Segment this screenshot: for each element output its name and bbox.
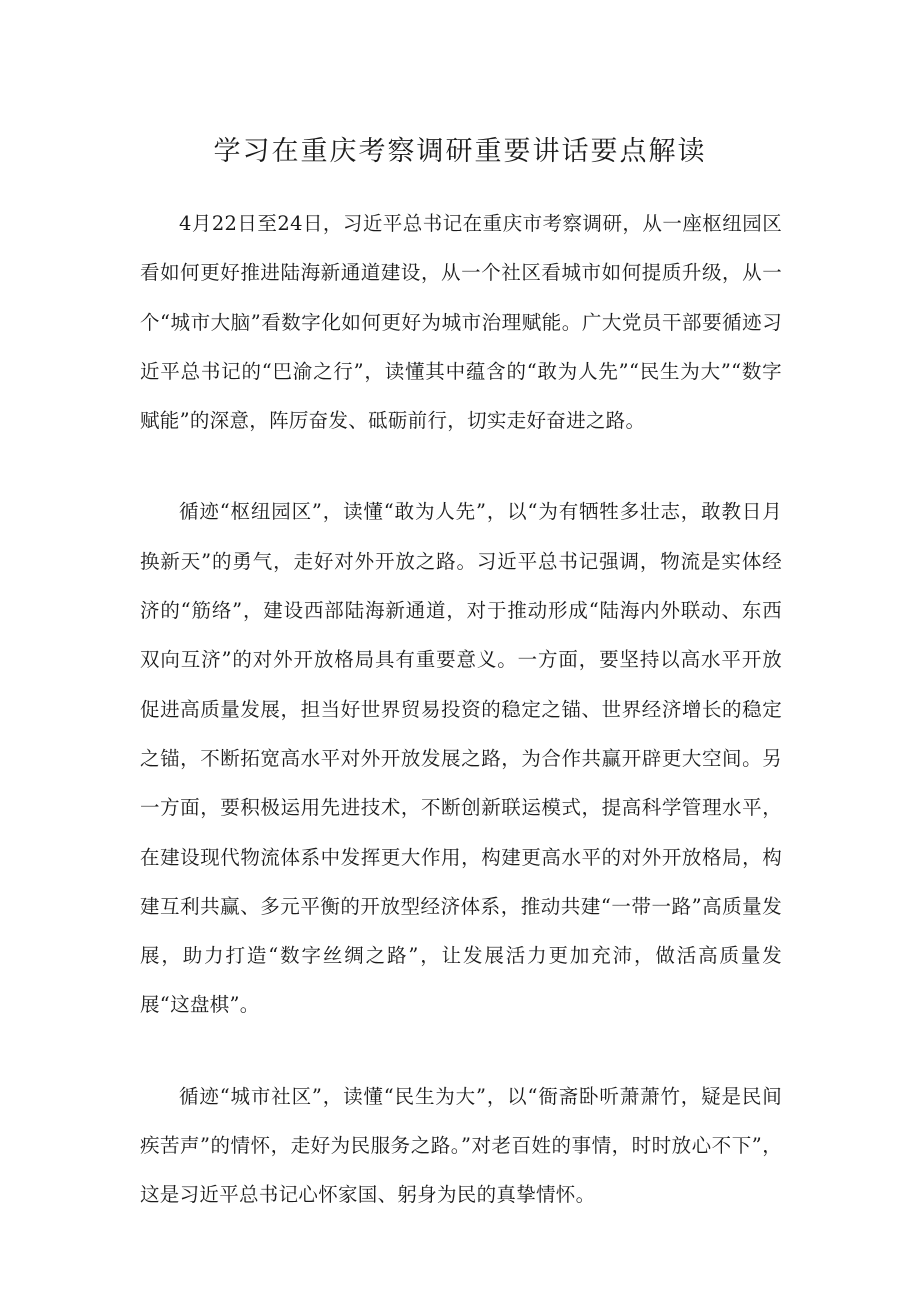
document-title: 学习在重庆考察调研重要讲话要点解读 bbox=[213, 136, 707, 167]
paragraph-1: 4月22日至24日，习近平总书记在重庆市考察调研，从一座枢纽园区看如何更好推进陆海新通道建设，从一个社区看城市如何提质升级，从一个“城市大脑”看数字化如何更好为城市治理赋能。广大党员干部要循迹习近平总书记的“巴渝之行”，读懂其中蕴含的“敢为人先”“民生为大”“数字赋能”的深意，阵厉奋发、砥砺前行，切实走好奋进之路。 bbox=[140, 212, 782, 433]
paragraph-2: 循迹“枢纽园区”，读懂“敢为人先”，以“为有牺牲多壮志，敢教日月换新天”的勇气，走好对外开放之路。习近平总书记强调，物流是实体经济的“筋络”，建设西部陆海新通道，对于推动形成“陆海内外联动、东西双向互济”的对外开放格局具有重要意义。一方面，要坚持以高水平开放促进高质量发展，担当好世界贸易投资的稳定之锚、世界经济增长的稳定之锚，不断拓宽高水平对外开放发展之路，为合作共赢开辟更大空间。另一方面，要积极运用先进技术，不断创新联运模式，提高科学管理水平，在建设现代物流体系中发挥更大作用，构建更高水平的对外开放格局，构建互利共赢、多元平衡的开放型经济体系，推动共建“一带一路”高质量发展，助力打造“数字丝绸之路”，让发展活力更加充沛，做活高质量发展“这盘棋”。 bbox=[140, 500, 782, 1017]
paragraph-3: 循迹“城市社区”，读懂“民生为大”，以“衙斋卧听萧萧竹，疑是民间疾苦声”的情怀，走好为民服务之路。”对老百姓的事情，时时放心不下”，这是习近平总书记心怀家国、躬身为民的真挚情怀。 bbox=[140, 1084, 782, 1207]
document-body bbox=[140, 199, 782, 1262]
